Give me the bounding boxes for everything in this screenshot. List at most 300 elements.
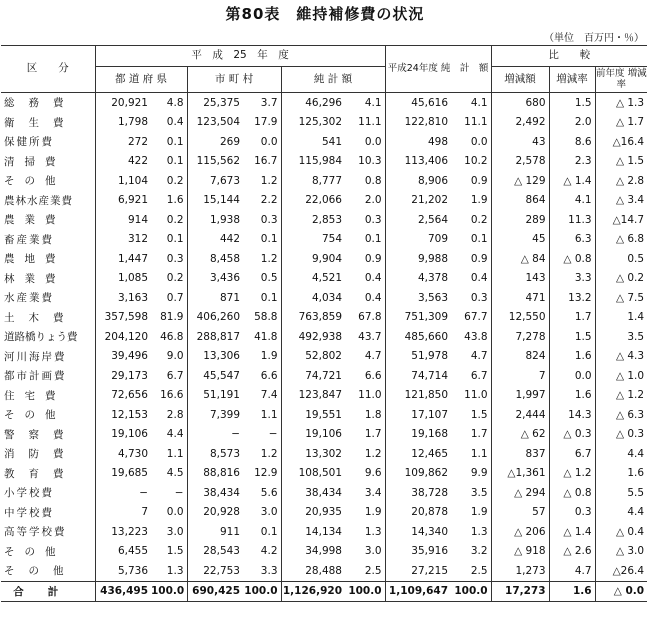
cell-pref: 1,104 [95, 171, 151, 191]
cell-fy24: 751,309 [385, 308, 451, 328]
row-label-text: 土木費 [4, 311, 78, 324]
cell-prev: △ 0.3 [595, 425, 647, 445]
table-row [1, 522, 647, 542]
cell-net: 28,488 [281, 561, 345, 581]
row-label [1, 503, 95, 523]
cell-muni-pct: 1.1 [260, 408, 278, 421]
cell-pref-pct: 1.6 [166, 194, 184, 207]
table-row [1, 269, 647, 289]
cell-muni-pct: 0.3 [260, 213, 278, 226]
cell-net-pct: 2.5 [364, 564, 382, 577]
cell-pref: 5,736 [95, 561, 151, 581]
cell-muni-pct: 100.0 [243, 581, 281, 602]
table-row [1, 288, 647, 308]
cell-muni: 7,673 [187, 171, 243, 191]
cell-pref-pct: 4.8 [166, 96, 184, 109]
cell-pref-pct: 0.0 [166, 506, 184, 519]
cell-net-pct: 1.2 [364, 447, 382, 460]
row-label-text: 中学校費 [4, 506, 54, 519]
row-label-text: 道路橋りょう費 [4, 331, 78, 344]
cell-fy24: 35,916 [385, 542, 451, 562]
cell-net: 125,302 [281, 113, 345, 133]
cell-net: 763,859 [281, 308, 345, 328]
cell-muni: 7,399 [187, 405, 243, 425]
cell-rate: 2.3 [549, 152, 595, 172]
cell-net-pct: 1.7 [364, 428, 382, 441]
cell-net: 8,777 [281, 171, 345, 191]
cell-fy24: 74,714 [385, 366, 451, 386]
row-label [1, 561, 95, 581]
cell-fy24: 109,862 [385, 464, 451, 484]
table-row [1, 483, 647, 503]
cell-prev: △ 4.3 [595, 347, 647, 367]
cell-net-pct: 4.1 [364, 96, 382, 109]
table-row [1, 347, 647, 367]
cell-pref: 6,921 [95, 191, 151, 211]
cell-muni-pct: 6.6 [260, 369, 278, 382]
cell-chg: 43 [491, 132, 549, 152]
cell-muni-pct: 2.2 [260, 194, 278, 207]
table-row [1, 132, 647, 152]
cell-muni-pct: 58.8 [254, 311, 278, 324]
cell-fy24: 485,660 [385, 327, 451, 347]
cell-muni: 28,543 [187, 542, 243, 562]
cell-prev: △16.4 [595, 132, 647, 152]
cell-muni: 38,434 [187, 483, 243, 503]
row-label-text: その他 [4, 565, 78, 578]
cell-muni: 15,144 [187, 191, 243, 211]
cell-muni: 13,306 [187, 347, 243, 367]
cell-chg: 2,492 [491, 113, 549, 133]
row-label [1, 269, 95, 289]
cell-fy24: 51,978 [385, 347, 451, 367]
cell-rate: 1.6 [549, 386, 595, 406]
cell-pref-pct: 0.2 [166, 272, 184, 285]
cell-muni: 115,562 [187, 152, 243, 172]
cell-rate: 3.3 [549, 269, 595, 289]
table-row [1, 327, 647, 347]
cell-muni-pct: 0.5 [260, 272, 278, 285]
cell-net-pct: 0.3 [364, 213, 382, 226]
cell-net-pct: 0.9 [364, 252, 382, 265]
cell-prev: △ 0.2 [595, 269, 647, 289]
row-label-text: 清掃費 [4, 155, 66, 168]
cell-chg: 837 [491, 444, 549, 464]
cell-fy24-pct: 0.1 [470, 233, 488, 246]
cell-net-pct: 2.0 [364, 194, 382, 207]
cell-prev: △ 0.4 [595, 522, 647, 542]
cell-net-pct: 67.8 [358, 311, 382, 324]
cell-prev: 3.5 [595, 327, 647, 347]
cell-pref-pct: 100.0 [151, 581, 187, 602]
table-row [1, 171, 647, 191]
cell-fy24: 709 [385, 230, 451, 250]
cell-fy24: 21,202 [385, 191, 451, 211]
row-label-text: その他 [4, 409, 66, 422]
cell-muni-pct: 0.1 [260, 233, 278, 246]
table-row [1, 366, 647, 386]
comparison-header: 比 較 [491, 46, 647, 67]
cell-muni-pct: 16.7 [254, 155, 278, 168]
row-label-text: 消防費 [4, 448, 78, 461]
cell-pref-pct: 4.4 [166, 428, 184, 441]
prefecture-header: 都 道 府 県 [95, 67, 187, 93]
table-row [1, 561, 647, 581]
cell-fy24-pct: 0.9 [470, 174, 488, 187]
cell-chg: 864 [491, 191, 549, 211]
row-label-text: 住宅費 [4, 389, 66, 402]
cell-fy24-pct: 6.7 [470, 369, 488, 382]
cell-rate: 1.5 [549, 327, 595, 347]
row-label [1, 327, 95, 347]
row-label-text: 農業費 [4, 214, 66, 227]
cell-net-pct: 1.8 [364, 408, 382, 421]
cell-prev: △ 6.3 [595, 405, 647, 425]
cell-prev: △ 3.4 [595, 191, 647, 211]
cell-muni: 911 [187, 522, 243, 542]
cell-pref: 357,598 [95, 308, 151, 328]
cell-fy24-pct: 67.7 [464, 311, 488, 324]
cell-rate: △ 0.3 [549, 425, 595, 445]
category-header: 区 分 [1, 46, 95, 93]
cell-net: 14,134 [281, 522, 345, 542]
cell-net: 34,998 [281, 542, 345, 562]
row-label [1, 171, 95, 191]
table-row [1, 210, 647, 230]
cell-prev: 1.4 [595, 308, 647, 328]
row-label-text: その他 [4, 175, 66, 188]
cell-muni: 690,425 [187, 581, 243, 602]
cell-chg: △1,361 [491, 464, 549, 484]
row-label-text: 畜産業費 [4, 233, 54, 246]
cell-pref-pct: 0.1 [166, 233, 184, 246]
cell-rate: △ 1.4 [549, 171, 595, 191]
cell-chg: 2,444 [491, 405, 549, 425]
row-label-text: 林業費 [4, 272, 66, 285]
cell-muni: 88,816 [187, 464, 243, 484]
cell-prev: △ 7.5 [595, 288, 647, 308]
cell-rate: △ 2.6 [549, 542, 595, 562]
cell-chg: 289 [491, 210, 549, 230]
cell-fy24-pct: 1.9 [470, 194, 488, 207]
cell-pref: 1,798 [95, 113, 151, 133]
cell-net: 115,984 [281, 152, 345, 172]
table-row [1, 503, 647, 523]
cell-rate: 0.0 [549, 366, 595, 386]
cell-muni: 8,458 [187, 249, 243, 269]
cell-net: 123,847 [281, 386, 345, 406]
cell-chg: 143 [491, 269, 549, 289]
cell-pref: 29,173 [95, 366, 151, 386]
cell-fy24-pct: 1.3 [470, 525, 488, 538]
cell-muni-pct: 3.3 [260, 564, 278, 577]
cell-net-pct: 1.3 [364, 525, 382, 538]
cell-net-pct: 9.6 [364, 467, 382, 480]
table-row [1, 425, 647, 445]
row-label [1, 425, 95, 445]
cell-net-pct: 3.0 [364, 545, 382, 558]
cell-net-pct: 1.9 [364, 506, 382, 519]
cell-rate: 6.7 [549, 444, 595, 464]
row-label [1, 386, 95, 406]
cell-net-pct: 100.0 [345, 581, 385, 602]
cell-net-pct: 0.1 [364, 233, 382, 246]
row-label-text: 河川海岸費 [4, 350, 67, 363]
table-row [1, 152, 647, 172]
cell-net: 19,106 [281, 425, 345, 445]
cell-muni: 406,260 [187, 308, 243, 328]
cell-fy24-pct: 1.1 [470, 447, 488, 460]
cell-net-pct: 0.0 [364, 135, 382, 148]
prev-rate-header: 前年度 増減率 [595, 67, 647, 93]
cell-pref-pct: 2.8 [166, 408, 184, 421]
cell-fy24-pct: 9.9 [470, 467, 488, 480]
cell-pref: 312 [95, 230, 151, 250]
cell-prev: 1.6 [595, 464, 647, 484]
cell-chg: 57 [491, 503, 549, 523]
row-label-text: その他 [4, 545, 66, 558]
row-label [1, 93, 95, 113]
row-label-text: 水産業費 [4, 292, 54, 305]
cell-pref: 72,656 [95, 386, 151, 406]
cell-chg: 824 [491, 347, 549, 367]
cell-rate: △ 1.2 [549, 464, 595, 484]
cell-chg: 45 [491, 230, 549, 250]
cell-chg: 471 [491, 288, 549, 308]
cell-pref-pct: 0.4 [166, 116, 184, 129]
cell-muni-pct: 0.0 [260, 135, 278, 148]
cell-rate: 1.6 [549, 347, 595, 367]
cell-net: 46,296 [281, 93, 345, 113]
cell-pref-pct: 9.0 [166, 350, 184, 363]
cell-net: 492,938 [281, 327, 345, 347]
cell-pref: 6,455 [95, 542, 151, 562]
cell-chg: 12,550 [491, 308, 549, 328]
cell-prev: △ 1.3 [595, 93, 647, 113]
cell-muni: − [187, 425, 243, 445]
table-row [1, 113, 647, 133]
cell-muni: 45,547 [187, 366, 243, 386]
table-row [1, 230, 647, 250]
row-label [1, 464, 95, 484]
cell-net: 9,904 [281, 249, 345, 269]
cell-pref-pct: 1.3 [166, 564, 184, 577]
cell-prev: △ 1.2 [595, 386, 647, 406]
cell-prev: 5.5 [595, 483, 647, 503]
cell-pref-pct: 16.6 [160, 389, 184, 402]
row-label [1, 483, 95, 503]
row-label-text: 高等学校費 [4, 526, 67, 539]
cell-rate: △ 0.8 [549, 249, 595, 269]
cell-pref-pct: − [174, 486, 184, 499]
row-label-text: 合計 [13, 585, 83, 598]
cell-pref-pct: 6.7 [166, 369, 184, 382]
table-row [1, 308, 647, 328]
cell-chg: 680 [491, 93, 549, 113]
cell-rate: △ 1.4 [549, 522, 595, 542]
cell-prev: △ 2.8 [595, 171, 647, 191]
row-label [1, 210, 95, 230]
cell-fy24-pct: 1.9 [470, 506, 488, 519]
cell-net-pct: 0.4 [364, 291, 382, 304]
cell-muni-pct: 1.2 [260, 252, 278, 265]
cell-net: 74,721 [281, 366, 345, 386]
row-label [1, 113, 95, 133]
cell-chg: 7 [491, 366, 549, 386]
cell-muni-pct: 5.6 [260, 486, 278, 499]
cell-net-pct: 0.8 [364, 174, 382, 187]
cell-fy24: 20,878 [385, 503, 451, 523]
cell-fy24-pct: 4.1 [470, 96, 488, 109]
cell-net: 52,802 [281, 347, 345, 367]
cell-prev: △26.4 [595, 561, 647, 581]
cell-net: 4,034 [281, 288, 345, 308]
table-row [1, 464, 647, 484]
cell-pref: 1,085 [95, 269, 151, 289]
cell-fy24-pct: 2.5 [470, 564, 488, 577]
cell-pref: 12,153 [95, 405, 151, 425]
cell-net: 2,853 [281, 210, 345, 230]
cell-muni: 288,817 [187, 327, 243, 347]
row-label-text: 警察費 [4, 428, 78, 441]
cell-rate: 13.2 [549, 288, 595, 308]
page-title: 第80表 維持補修費の状況 [225, 5, 425, 23]
row-label [1, 542, 95, 562]
cell-pref-pct: 81.9 [160, 311, 184, 324]
cell-muni-pct: − [268, 428, 278, 441]
cell-fy24: 14,340 [385, 522, 451, 542]
cell-prev: 0.5 [595, 249, 647, 269]
cell-fy24-pct: 10.2 [464, 155, 488, 168]
row-label-text: 都市計画費 [4, 370, 67, 383]
cell-net: 20,935 [281, 503, 345, 523]
row-label-text: 総務費 [4, 97, 78, 110]
cell-rate: 1.5 [549, 93, 595, 113]
row-label [1, 444, 95, 464]
row-label-text: 衛生費 [4, 116, 78, 129]
cell-pref: 436,495 [95, 581, 151, 602]
cell-rate: 1.7 [549, 308, 595, 328]
cell-pref: 20,921 [95, 93, 151, 113]
cell-net: 19,551 [281, 405, 345, 425]
cell-pref-pct: 0.2 [166, 174, 184, 187]
cell-pref-pct: 46.8 [160, 330, 184, 343]
cell-prev: △ 6.8 [595, 230, 647, 250]
row-label [1, 581, 95, 602]
fy25-header: 平 成 25 年 度 [95, 46, 385, 67]
cell-fy24: 1,109,647 [385, 581, 451, 602]
cell-pref-pct: 0.7 [166, 291, 184, 304]
row-label [1, 522, 95, 542]
cell-rate: 6.3 [549, 230, 595, 250]
fy24-header: 平成24年度 純 計 額 [385, 46, 491, 93]
cell-pref-pct: 3.0 [166, 525, 184, 538]
cell-fy24: 12,465 [385, 444, 451, 464]
cell-prev: △14.7 [595, 210, 647, 230]
cell-chg: △ 129 [491, 171, 549, 191]
cell-fy24: 38,728 [385, 483, 451, 503]
cell-prev: △ 1.5 [595, 152, 647, 172]
cell-muni: 871 [187, 288, 243, 308]
cell-muni-pct: 4.2 [260, 545, 278, 558]
unit-note: （単位 百万円・％） [544, 33, 644, 44]
cell-rate: 4.7 [549, 561, 595, 581]
cell-fy24-pct: 1.5 [470, 408, 488, 421]
cell-net-pct: 3.4 [364, 486, 382, 499]
cell-rate: 14.3 [549, 405, 595, 425]
row-label [1, 288, 95, 308]
cell-fy24-pct: 11.0 [464, 389, 488, 402]
cell-rate: 0.3 [549, 503, 595, 523]
cell-rate: 11.3 [549, 210, 595, 230]
cell-fy24-pct: 100.0 [451, 581, 491, 602]
row-label-text: 小学校費 [4, 487, 54, 500]
cell-fy24: 3,563 [385, 288, 451, 308]
row-label-text: 農林水産業費 [4, 194, 73, 207]
cell-pref: − [95, 483, 151, 503]
cell-fy24-pct: 0.3 [470, 291, 488, 304]
row-label [1, 230, 95, 250]
row-label [1, 249, 95, 269]
cell-muni-pct: 3.0 [260, 506, 278, 519]
change-amount-header: 増減額 [491, 67, 549, 93]
cell-pref-pct: 0.1 [166, 155, 184, 168]
cell-fy24: 4,378 [385, 269, 451, 289]
cell-pref: 422 [95, 152, 151, 172]
cell-fy24: 17,107 [385, 405, 451, 425]
cell-fy24-pct: 3.5 [470, 486, 488, 499]
cell-muni: 123,504 [187, 113, 243, 133]
cell-muni-pct: 41.8 [254, 330, 278, 343]
table-row [1, 191, 647, 211]
cell-rate: 4.1 [549, 191, 595, 211]
cell-muni-pct: 0.1 [260, 291, 278, 304]
cell-pref: 19,685 [95, 464, 151, 484]
cell-muni: 8,573 [187, 444, 243, 464]
cell-muni-pct: 17.9 [254, 116, 278, 129]
cell-chg: △ 62 [491, 425, 549, 445]
row-label [1, 347, 95, 367]
cell-muni-pct: 1.2 [260, 174, 278, 187]
cell-pref: 272 [95, 132, 151, 152]
cell-prev: △ 3.0 [595, 542, 647, 562]
cell-chg: 7,278 [491, 327, 549, 347]
cell-pref-pct: 0.2 [166, 213, 184, 226]
cell-pref-pct: 1.1 [166, 447, 184, 460]
row-label [1, 405, 95, 425]
cell-pref: 13,223 [95, 522, 151, 542]
cell-muni-pct: 12.9 [254, 467, 278, 480]
cell-prev: 4.4 [595, 503, 647, 523]
cell-muni: 22,753 [187, 561, 243, 581]
cell-fy24-pct: 1.7 [470, 428, 488, 441]
cell-net-pct: 6.6 [364, 369, 382, 382]
table-row [1, 386, 647, 406]
cell-pref-pct: 4.5 [166, 467, 184, 480]
cell-fy24-pct: 43.8 [464, 330, 488, 343]
cell-fy24: 19,168 [385, 425, 451, 445]
net-total-header: 純 計 額 [281, 67, 385, 93]
cell-fy24: 27,215 [385, 561, 451, 581]
cell-pref: 914 [95, 210, 151, 230]
cell-muni: 51,191 [187, 386, 243, 406]
cell-fy24: 113,406 [385, 152, 451, 172]
cell-fy24-pct: 0.0 [470, 135, 488, 148]
cell-net-pct: 0.4 [364, 272, 382, 285]
cell-net: 541 [281, 132, 345, 152]
cell-net: 4,521 [281, 269, 345, 289]
cell-net-pct: 43.7 [358, 330, 382, 343]
